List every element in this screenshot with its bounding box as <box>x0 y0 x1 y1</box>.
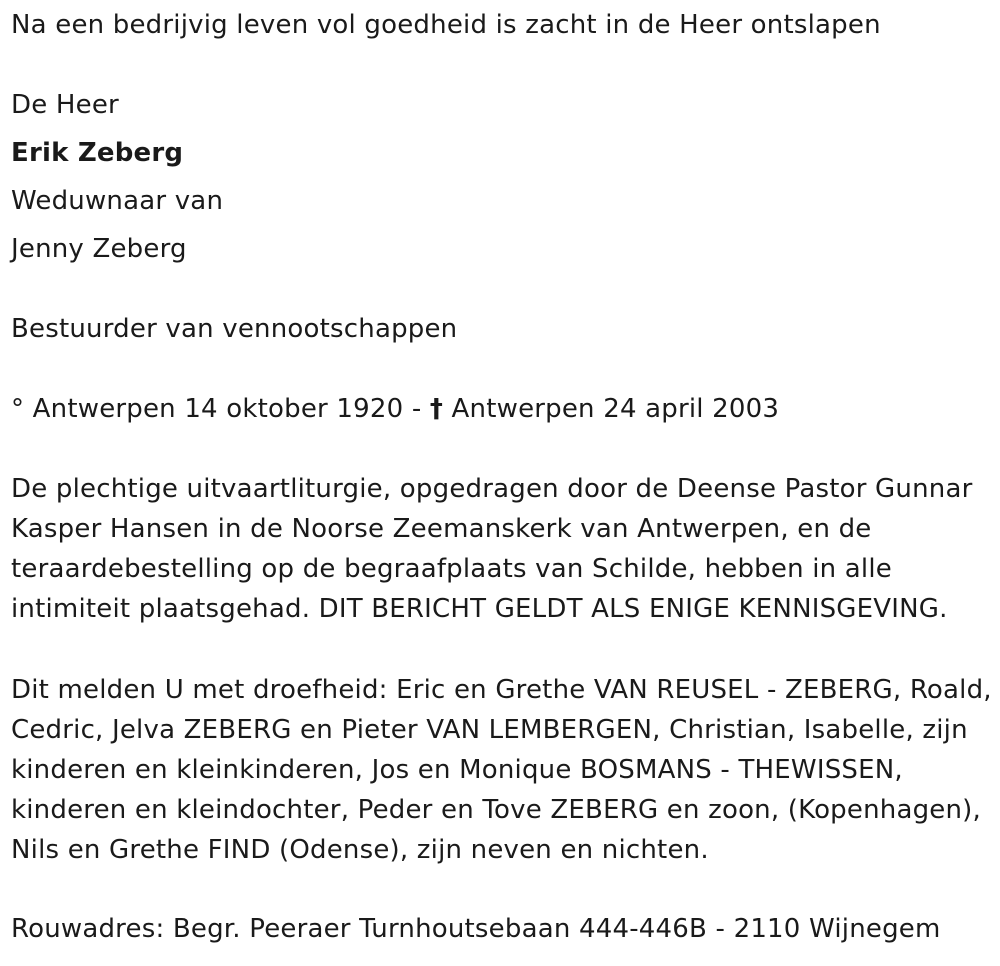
funeral-line: teraardebestelling op de begraafplaats van Schilde, hebben in alle <box>11 554 892 584</box>
family-line: kinderen en kleinkinderen, Jos en Monique BOSMANS - THEWISSEN, <box>11 755 903 785</box>
family-line: kinderen en kleindochter, Peder en Tove ZEBERG en zoon, (Kopenhagen), <box>11 795 981 825</box>
spouse-name: Jenny Zeberg <box>11 234 187 264</box>
family-line: Dit melden U met droefheid: Eric en Grethe VAN REUSEL - ZEBERG, Roald, <box>11 675 992 705</box>
relation-text: Weduwnaar van <box>11 186 224 216</box>
cross-icon: † <box>429 394 444 424</box>
intro-text: Na een bedrijvig leven vol goedheid is zacht in de Heer ontslapen <box>11 10 881 40</box>
mourning-address: Rouwadres: Begr. Peeraer Turnhoutsebaan 444-446B - 2110 Wijnegem <box>11 914 941 944</box>
family-paragraph <box>11 670 996 870</box>
funeral-paragraph <box>11 469 996 629</box>
death-date: Antwerpen 24 april 2003 <box>451 394 780 424</box>
family-line: Nils en Grethe FIND (Odense), zijn neven en nichten. <box>11 835 709 865</box>
funeral-line: De plechtige uitvaartliturgie, opgedragen door de Deense Pastor Gunnar <box>11 474 973 504</box>
occupation: Bestuurder van vennootschappen <box>11 314 458 344</box>
life-dates <box>11 394 779 424</box>
family-line: Cedric, Jelva ZEBERG en Pieter VAN LEMBERGEN, Christian, Isabelle, zijn <box>11 715 968 745</box>
deceased-name: Erik Zeberg <box>11 138 184 168</box>
birth-date: ° Antwerpen 14 oktober 1920 - <box>11 394 422 424</box>
funeral-line: intimiteit plaatsgehad. DIT BERICHT GELDT ALS ENIGE KENNISGEVING. <box>11 594 948 624</box>
honorific: De Heer <box>11 90 119 120</box>
funeral-line: Kasper Hansen in de Noorse Zeemanskerk van Antwerpen, en de <box>11 514 872 544</box>
